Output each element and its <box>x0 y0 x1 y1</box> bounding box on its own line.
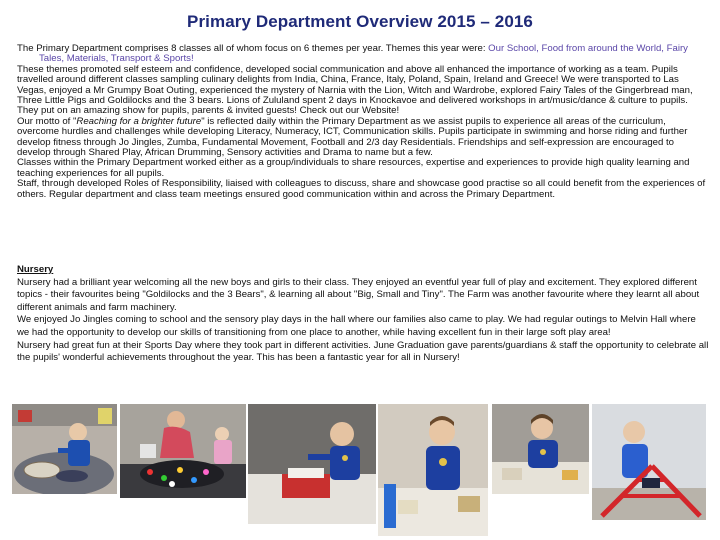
nursery-paragraph-3: Nursery had great fun at their Sports Day where they took part in different activities. June Graduation gave parents/guardians & staff the opportunity to celebrate all the pupils' wonderful achievements throughout the year. This has been a fantastic year for all in Nursery! <box>17 339 709 364</box>
nursery-heading: Nursery <box>17 264 54 275</box>
nursery-paragraph-2: We enjoyed Jo Jingles coming to school and the sensory play days in the hall where our families also came to play. We had regular outings to Melvin Hall where we had the opportunity to develop our skills of transitioning from one place to another, while having excellent fun in their large soft play area! <box>17 314 696 338</box>
overview-section <box>17 44 707 200</box>
photo-sensory-play-image <box>120 404 246 498</box>
photo-pupil-table-image <box>492 404 589 494</box>
staff-paragraph: Staff, through developed Roles of Responsibility, liaised with colleagues to discuss, share and showcase good practise so all could benefit from the experiences of others. Regular department and class team meetings ensured good communication within and across the Primary Department. <box>17 178 706 200</box>
photo-child-drum-image <box>12 404 117 494</box>
page-title: Primary Department Overview 2015 – 2016 <box>187 12 533 31</box>
themes-paragraph: These themes promoted self esteem and confidence, developed social communication and above all enhanced the importance of working as a team. Pupils travelled around different classes sampling culinary delights from India, China, France, Italy, Poland, Spain, Ireland and Greece! We were transported to Las Vegas, enjoyed a Mr Grumpy Boat Outing, experienced the mystery of Narnia with the Lion, Witch and Wardrobe, explored Fairy Tales of the Gingerbread man, Three Little Pigs and Goldilocks and the 3 bears. Lions of Zululand spent 2 days in Knockavoe and delivered workshops in art/music/dance & culture to pupils. They put on an amazing show for pupils, parents & invited guests! Check out our Website! <box>17 63 693 117</box>
photo-table-play <box>248 404 376 524</box>
motto-paragraph <box>17 117 707 159</box>
motto-suffix: " is reflected daily within the Primary Department as we assist pupils to experience all areas of the curriculum, overcome hurdles and challenges while developing Literacy, Numeracy, ICT, Communication skills. Pupils participate in swimming and horse riding and further develop fitness through Jo Jingles, Zumba, Fundamental Movement, Football and 2/3 day Residentials. Friendships and self-expression are encouraged to develop through Shared Play, African Drumming, Sensory activities and Drama to name but a few. <box>17 115 688 159</box>
nursery-paragraph-1: Nursery had a brilliant year welcoming all the new boys and girls to their class. They enjoyed an eventful year full of play and excitement. They explored different topics - their favourites being "Goldilocks and the 3 Bears", & learning all about "Big, Small and Tiny". The Farm was another favourite where they learnt all about different animals and farm machinery. <box>17 276 700 313</box>
photo-sensory-play <box>120 404 246 498</box>
photo-table-play-image <box>248 404 376 524</box>
photo-child-table <box>378 404 488 536</box>
photo-climbing-frame-image <box>592 404 706 520</box>
classes-paragraph: Classes within the Primary Department worked either as a group/individuals to share resources, expertise and experiences to provide high quality learning and teaching experiences for all pupils. <box>17 157 690 179</box>
nursery-section <box>17 264 709 365</box>
photo-child-table-image <box>378 404 488 536</box>
intro-paragraph <box>17 44 707 65</box>
photo-child-drum <box>12 404 117 494</box>
motto-prefix: Our motto of " <box>17 115 77 127</box>
motto-text: Reaching for a brighter future <box>76 115 202 127</box>
photo-pupil-table <box>492 404 589 494</box>
intro-text: The Primary Department comprises 8 classes all of whom focus on 6 themes per year. Themes this year were: <box>17 43 489 54</box>
themes-list: Our School, Food from around the World, Fairy Tales, Materials, Transport & Sports! <box>39 43 688 65</box>
photo-climbing-frame <box>592 404 706 520</box>
